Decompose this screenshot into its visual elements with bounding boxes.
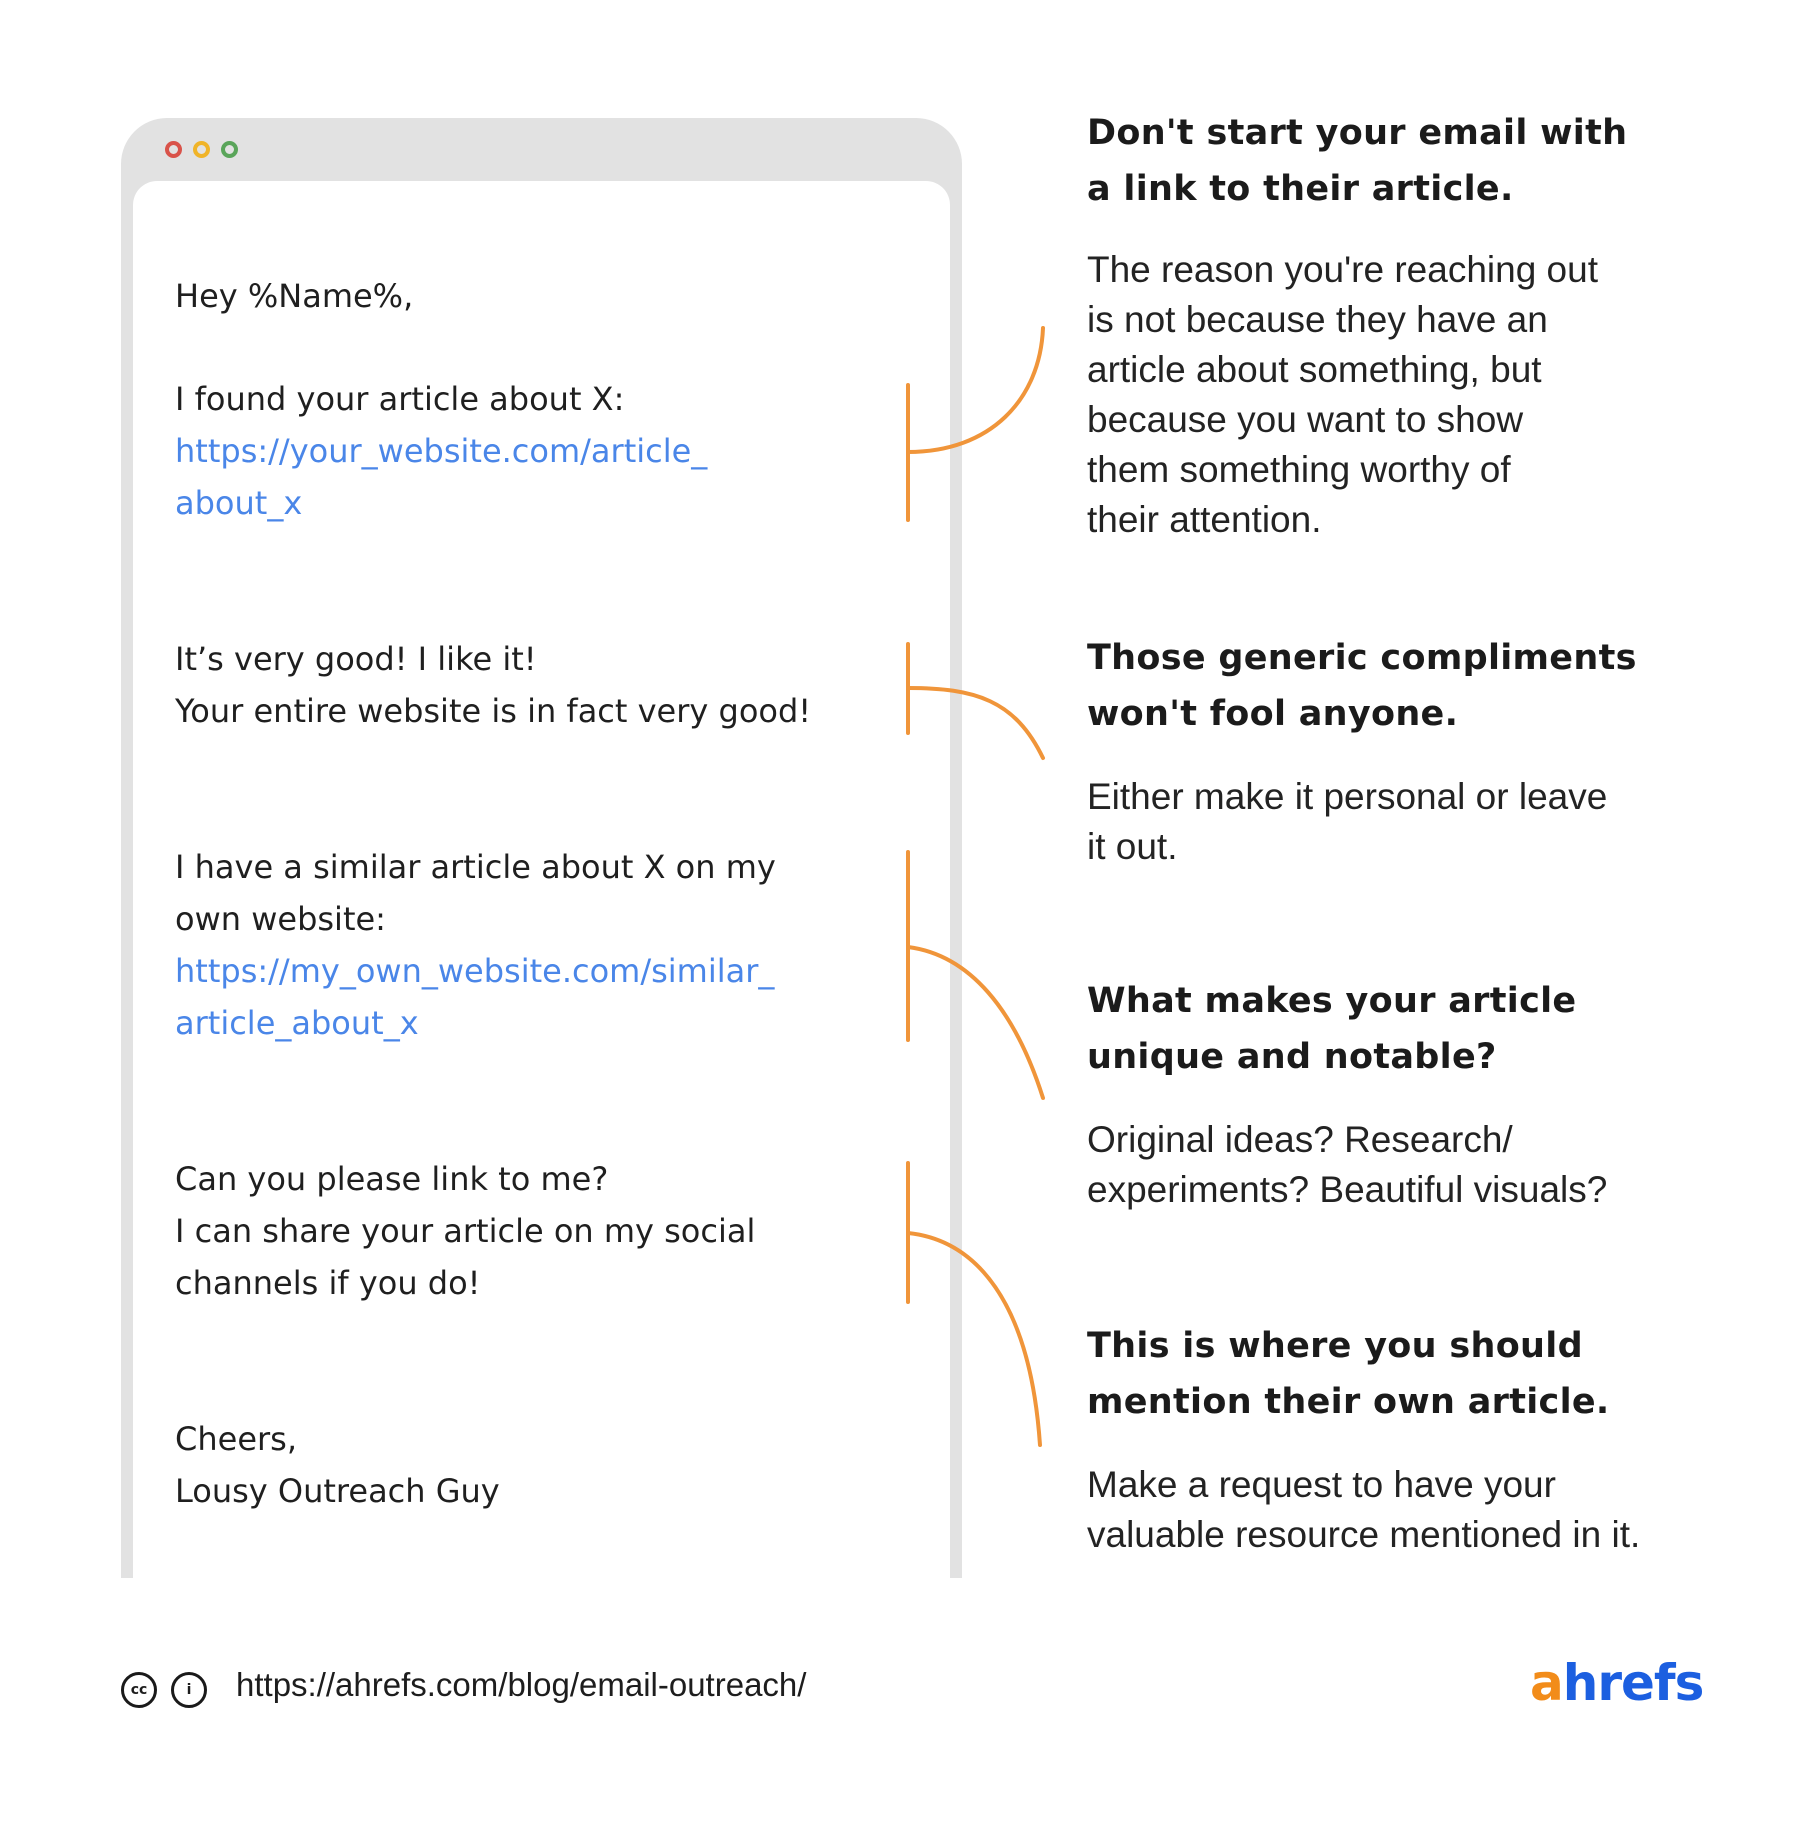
annotation-title: unique and notable? (1087, 1037, 1497, 1077)
annotation-text: Original ideas? Research/ (1087, 1119, 1513, 1160)
email-request-line: I can share your article on my social (175, 1212, 756, 1250)
annotation-text: Either make it personal or leave (1087, 776, 1608, 817)
annotation-text: Make a request to have your (1087, 1464, 1556, 1505)
minimize-dot-icon (193, 141, 210, 158)
annotation-title: This is where you should (1087, 1326, 1583, 1366)
close-dot-icon (165, 141, 182, 158)
email-request-block (175, 1153, 755, 1309)
own-article-link-cont[interactable]: article_about_x (175, 1004, 419, 1042)
annotation-text: is not because they have an (1087, 299, 1548, 340)
email-request-line: Can you please link to me? (175, 1160, 609, 1198)
source-url[interactable]: https://ahrefs.com/blog/email-outreach/ (236, 1666, 807, 1703)
their-article-link[interactable]: https://your_website.com/article_ (175, 432, 708, 470)
email-found-line: I found your article about X: (175, 380, 625, 418)
annotation-text: because you want to show (1087, 399, 1524, 440)
email-similar-line: own website: (175, 900, 386, 938)
email-greeting: Hey %Name%, (175, 277, 414, 315)
email-signature: Lousy Outreach Guy (175, 1472, 500, 1510)
email-compliment-block (175, 633, 811, 737)
maximize-dot-icon (221, 141, 238, 158)
annotation-text: it out. (1087, 826, 1178, 867)
annotation-4 (1087, 1318, 1687, 1560)
annotation-text: them something worthy of (1087, 449, 1511, 490)
annotation-1 (1087, 105, 1687, 545)
annotation-title: won't fool anyone. (1087, 694, 1459, 734)
email-similar-block (175, 841, 776, 1049)
email-found-block (175, 373, 707, 529)
ahrefs-logo: ahrefs (1530, 1654, 1704, 1712)
own-article-link[interactable]: https://my_own_website.com/similar_ (175, 952, 775, 990)
email-compliment-line: It’s very good! I like it! (175, 640, 537, 678)
annotation-3 (1087, 973, 1687, 1215)
attribution-icon: i (171, 1672, 207, 1708)
email-signoff-block (175, 1413, 500, 1517)
creative-commons-icon: cc (121, 1672, 157, 1708)
annotation-title: Don't start your email with (1087, 113, 1628, 153)
annotation-2 (1087, 630, 1687, 872)
annotation-title: mention their own article. (1087, 1382, 1610, 1422)
window-controls (165, 141, 238, 158)
annotation-title: Those generic compliments (1087, 638, 1637, 678)
annotation-title: What makes your article (1087, 981, 1577, 1021)
annotation-text: their attention. (1087, 499, 1322, 540)
license-icons (121, 1672, 207, 1708)
email-similar-line: I have a similar article about X on my (175, 848, 776, 886)
annotation-text: experiments? Beautiful visuals? (1087, 1169, 1608, 1210)
annotation-title: a link to their article. (1087, 169, 1514, 209)
their-article-link-cont[interactable]: about_x (175, 484, 303, 522)
annotation-text: valuable resource mentioned in it. (1087, 1514, 1641, 1555)
annotation-text: The reason you're reaching out (1087, 249, 1598, 290)
annotation-text: article about something, but (1087, 349, 1542, 390)
email-compliment-line: Your entire website is in fact very good! (175, 692, 812, 730)
email-signoff: Cheers, (175, 1420, 297, 1458)
email-request-line: channels if you do! (175, 1264, 481, 1302)
